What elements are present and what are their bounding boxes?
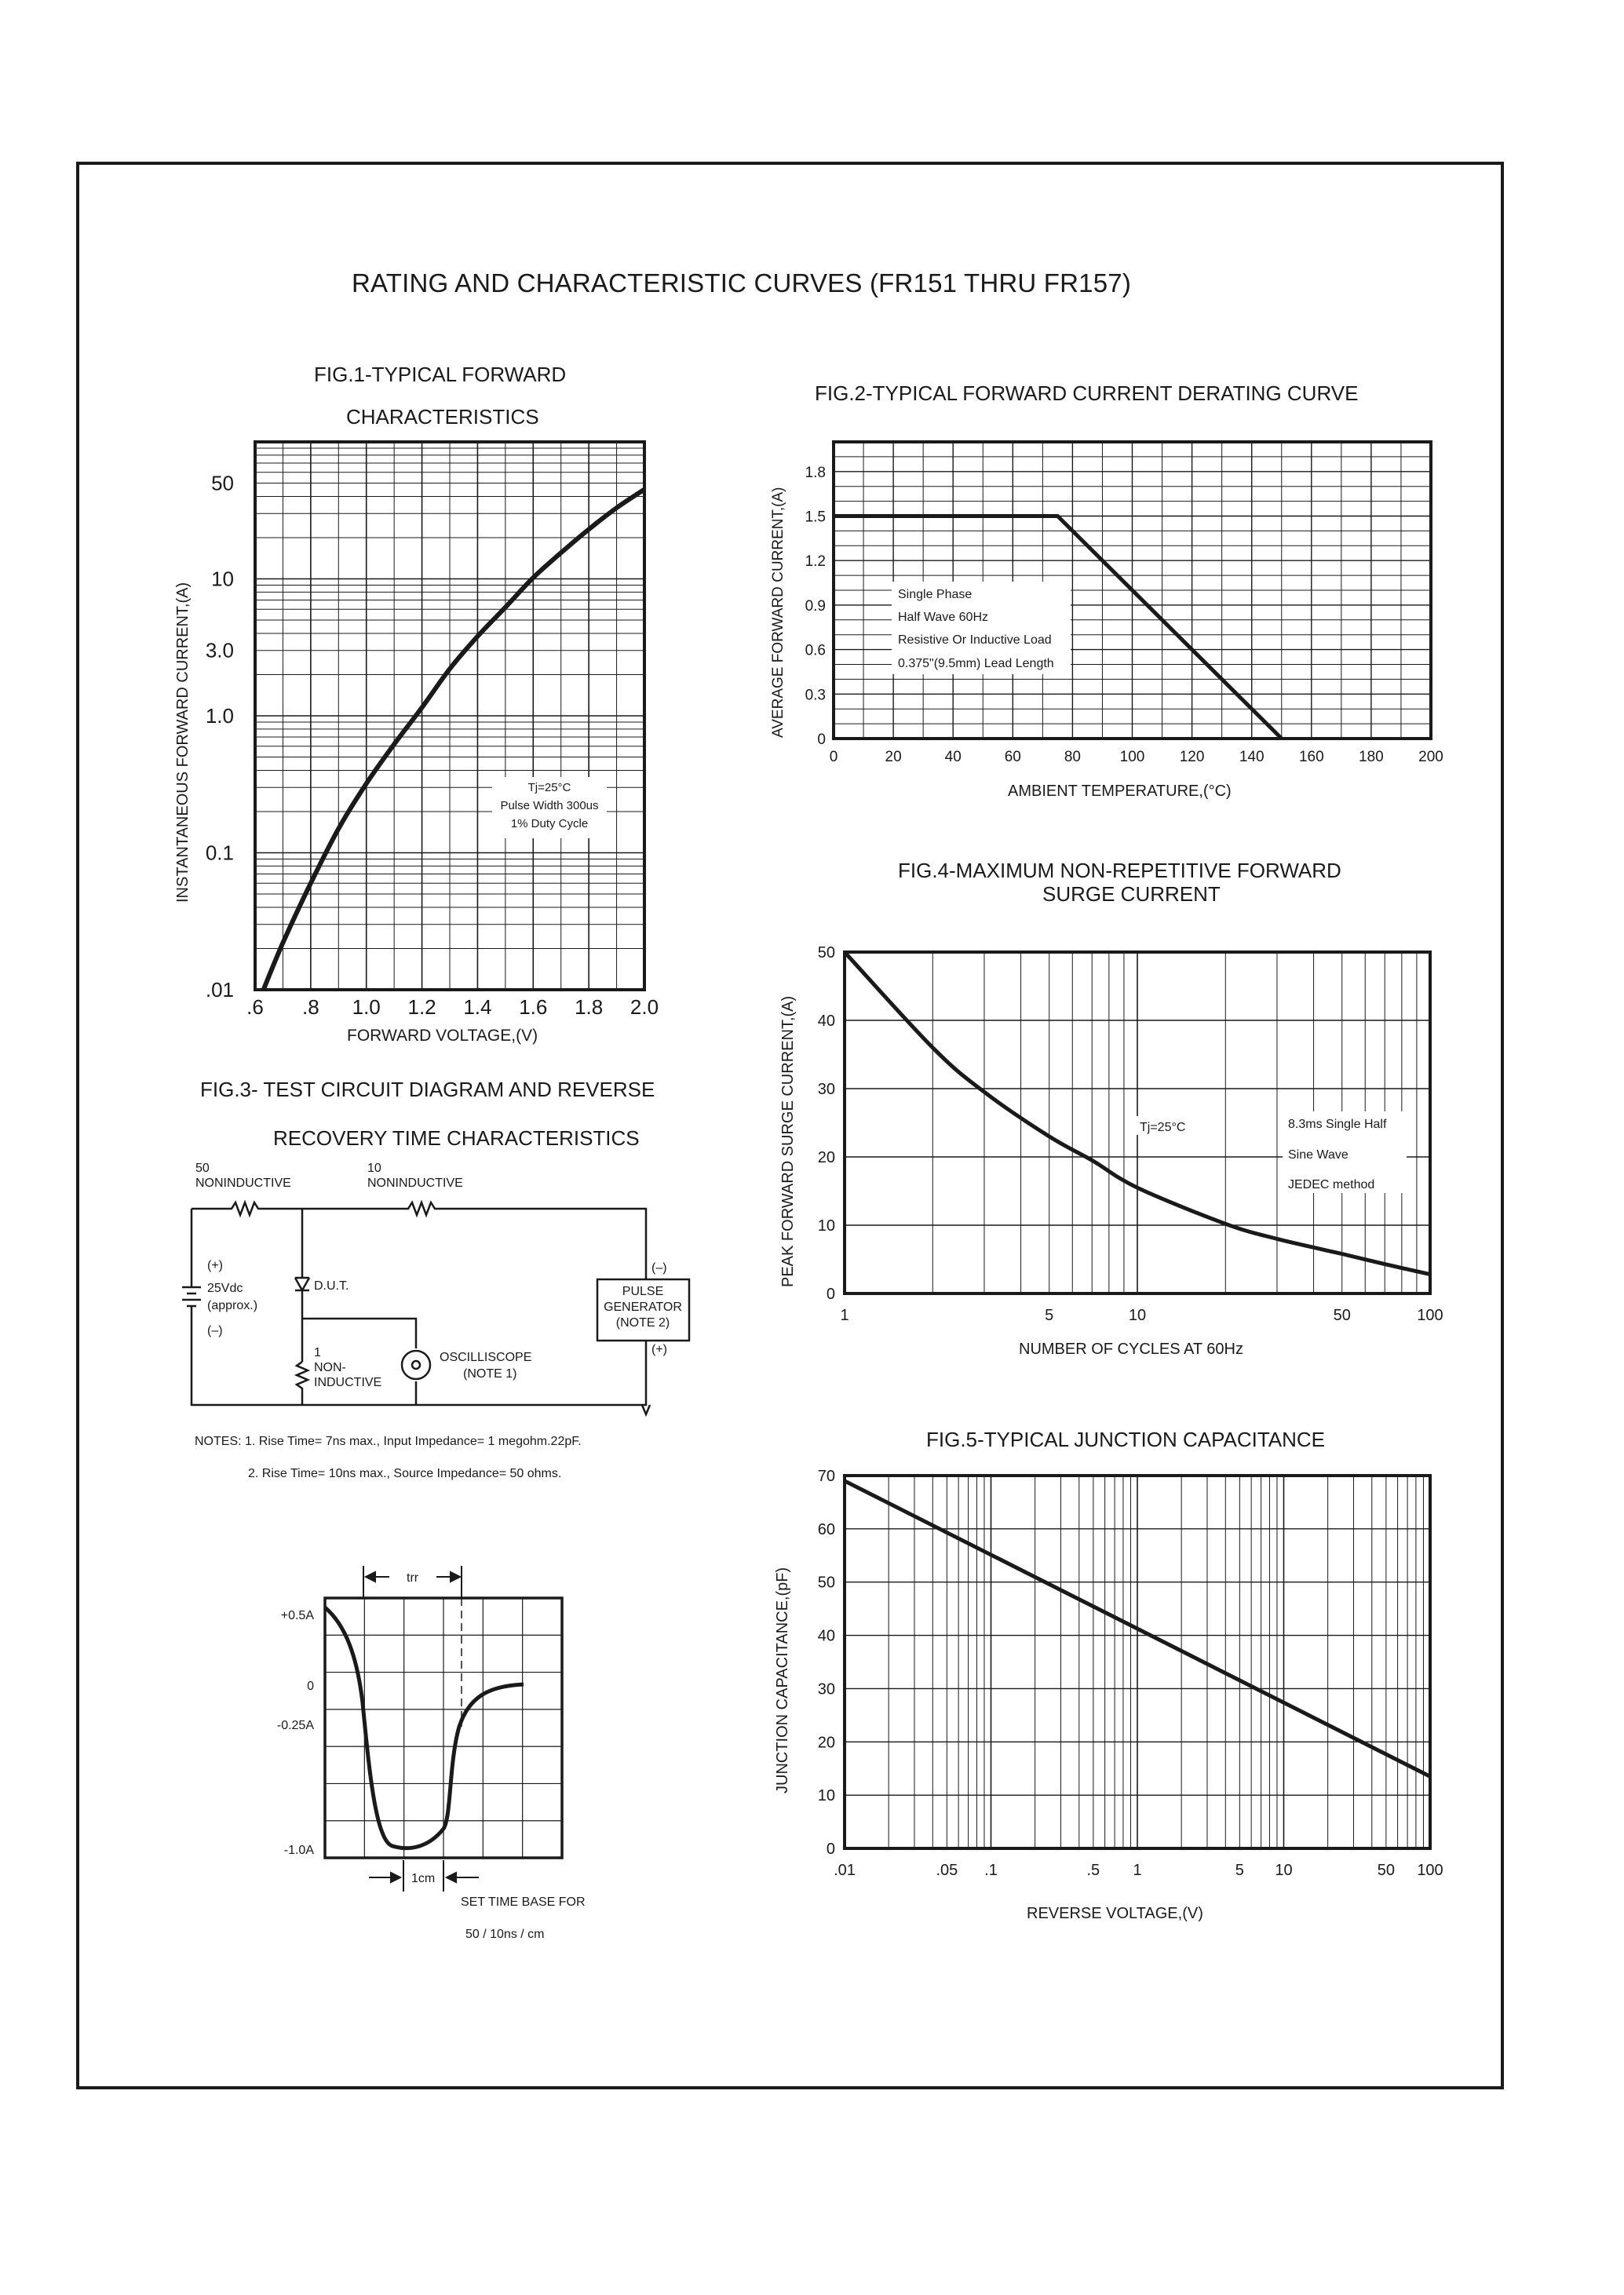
fig5-chart [774,1468,1443,1922]
fig1-x-tick-label: 2.0 [630,995,659,1019]
fig2-title: FIG.2-TYPICAL FORWARD CURRENT DERATING CURVE [815,381,1359,405]
fig5-x-tick-label: 1 [1133,1862,1142,1879]
fig2-annotation-line3: Resistive Or Inductive Load [898,633,1052,647]
fig3-pulse-minus: (–) [651,1261,667,1275]
fig3-recovery-waveform [325,1607,524,1848]
fig2-x-tick-label: 120 [1179,749,1205,765]
fig1-grid [255,442,644,990]
fig4-x-axis-label: NUMBER OF CYCLES AT 60Hz [1019,1341,1243,1358]
fig4-x-tick-label: 100 [1417,1307,1443,1324]
fig5-x-tick-label: .1 [984,1862,998,1879]
fig5-y-tick-label: 10 [817,1787,835,1805]
fig2-y-axis-label: AVERAGE FORWARD CURRENT,(A) [770,487,786,738]
fig5-x-tick-labels [834,1862,1443,1879]
fig1-annotation-line3: 1% Duty Cycle [510,817,589,830]
fig1-series-line [264,490,644,991]
fig1-x-tick-label: 1.4 [463,995,492,1019]
fig4-x-tick-label: 1 [840,1307,849,1324]
fig5-x-axis-label: REVERSE VOLTAGE,(V) [1027,1905,1203,1922]
fig4-y-tick-label: 0 [826,1286,835,1303]
fig5-x-tick-label: .01 [834,1862,856,1879]
fig5-x-tick-label: .05 [936,1862,958,1879]
fig2-y-tick-label: 0.3 [805,687,826,704]
fig5-grid [845,1476,1430,1848]
fig2-x-tick-label: 60 [1004,749,1021,765]
fig2-x-tick-label: 160 [1298,749,1324,765]
fig2-x-tick-label: 40 [944,749,962,765]
fig2-annotation-line1: Single Phase [898,588,973,601]
fig1-x-axis-label: FORWARD VOLTAGE,(V) [347,1027,538,1045]
fig4-annotation-right-line1: 8.3ms Single Half [1288,1118,1387,1131]
fig3-r2-value: 10 [367,1162,381,1175]
fig4-y-tick-label: 10 [817,1217,835,1235]
fig5-y-tick-label: 40 [817,1627,835,1645]
fig1-y-tick-label: 0.1 [205,841,234,865]
fig2-x-tick-label: 100 [1119,749,1145,765]
fig4-chart [779,944,1443,1358]
fig1-x-tick-label: 1.2 [407,995,436,1019]
fig2-y-tick-labels [805,465,826,748]
fig1-x-tick-label: 1.8 [575,995,604,1019]
page-title: RATING AND CHARACTERISTIC CURVES (FR151 THRU FR157) [352,268,1132,297]
fig3-r1-value: 50 [195,1162,210,1175]
fig3-wave-y-label-2: 0 [307,1680,314,1693]
fig4-y-tick-label: 40 [817,1012,835,1030]
fig4-y-tick-label: 30 [817,1081,835,1098]
fig1-x-tick-label: .6 [246,995,264,1019]
fig2-y-tick-label: 0.9 [805,597,826,615]
fig4-x-tick-label: 5 [1045,1307,1054,1324]
fig3-pulse-line1: PULSE [622,1285,664,1298]
fig2-x-tick-label: 20 [885,749,902,765]
fig5-title: FIG.5-TYPICAL JUNCTION CAPACITANCE [926,1428,1326,1451]
fig4-y-axis-label: PEAK FORWARD SURGE CURRENT,(A) [779,995,797,1287]
fig2-x-axis-label: AMBIENT TEMPERATURE,(°C) [1008,783,1232,800]
fig3-pulse-line2: GENERATOR [604,1301,682,1314]
fig5-y-tick-label: 20 [817,1734,835,1752]
fig3-r3-resistor [297,1362,308,1405]
fig2-y-tick-label: 1.2 [805,553,826,571]
fig3-ground-arrow [642,1405,650,1414]
fig1-y-tick-label: .01 [205,978,234,1002]
fig3-waveform [277,1566,586,1941]
fig1-title-line2: CHARACTERISTICS [346,405,539,429]
fig3-dut-branch [295,1209,309,1362]
fig1-y-tick-label: 3.0 [205,638,234,662]
fig5-x-tick-label: 10 [1275,1862,1293,1879]
fig1-chart [174,442,659,1045]
fig3-trr-label: trr [407,1571,419,1585]
fig5-x-tick-label: 5 [1235,1862,1244,1879]
fig1-annotation-line2: Pulse Width 300us [500,799,599,812]
fig3-waveform-grid [325,1598,562,1858]
fig5-y-tick-label: 60 [817,1520,835,1538]
fig4-y-tick-label: 20 [817,1149,835,1166]
fig4-title-line2: SURGE CURRENT [1042,882,1221,906]
fig3-scope-label: OSCILLISCOPE [440,1351,532,1364]
fig5-y-axis-label: JUNCTION CAPACITANCE,(pF) [774,1567,791,1793]
fig2-x-tick-label: 180 [1359,749,1384,765]
fig3-wave-y-label-1: +0.5A [280,1609,314,1622]
fig3-scope-symbol [402,1351,430,1379]
fig5-y-tick-label: 70 [817,1468,835,1485]
fig2-annotation-line4: 0.375"(9.5mm) Lead Length [898,657,1054,670]
fig1-annotation-line1: Tj=25°C [527,781,571,794]
fig2-x-tick-label: 80 [1064,749,1081,765]
fig4-y-tick-label: 50 [817,944,835,961]
fig4-title-line1: FIG.4-MAXIMUM NON-REPETITIVE FORWARD [898,859,1341,882]
fig5-x-tick-label: 50 [1377,1862,1395,1879]
fig5-x-tick-label: .5 [1086,1862,1100,1879]
fig3-wave-y-label-3: -0.25A [276,1719,314,1732]
fig3-scope-note: (NOTE 1) [463,1367,517,1381]
fig2-y-tick-label: 0.6 [805,642,826,659]
fig3-scope-center [412,1361,420,1369]
fig3-r3-value: 1 [314,1346,321,1359]
fig5-y-tick-label: 30 [817,1680,835,1698]
fig3-timebase-line2: 50 / 10ns / cm [465,1928,545,1941]
fig2-y-tick-label: 0 [817,732,826,748]
fig1-x-tick-label: 1.0 [352,995,381,1019]
fig1-x-tick-label: 1.6 [519,995,548,1019]
fig3-r1-type: NONINDUCTIVE [195,1177,291,1190]
fig1-y-tick-label: 10 [211,567,234,591]
fig3-supply-minus: (–) [207,1324,223,1337]
fig1-title-line1: FIG.1-TYPICAL FORWARD [314,363,567,386]
fig3-circuit-labels [195,1162,682,1389]
fig4-annotation-right-line2: Sine Wave [1288,1148,1348,1162]
fig3-title-line1: FIG.3- TEST CIRCUIT DIAGRAM AND REVERSE [200,1078,655,1101]
fig2-y-tick-label: 1.8 [805,464,826,481]
fig3-pulse-line3: (NOTE 2) [615,1316,670,1330]
fig2-x-tick-label: 200 [1418,749,1443,765]
fig1-x-tick-labels [246,995,659,1019]
fig3-r3-type-line2: INDUCTIVE [314,1376,382,1389]
fig5-y-tick-label: 0 [826,1841,835,1858]
fig4-x-tick-labels [840,1307,1443,1324]
fig3-r2-type: NONINDUCTIVE [367,1177,463,1190]
fig4-x-tick-label: 50 [1333,1307,1351,1324]
fig1-y-tick-labels [206,472,234,1002]
fig2-annotation-line2: Half Wave 60Hz [898,611,988,624]
fig1-y-tick-label: 50 [211,471,234,495]
fig4-annotation-right-line3: JEDEC method [1288,1178,1375,1191]
fig3-wave-y-label-4: -1.0A [283,1844,314,1857]
fig1-y-tick-label: 1.0 [205,704,234,728]
fig2-x-tick-label: 0 [829,749,838,765]
fig5-y-tick-label: 50 [817,1574,835,1592]
fig3-dut-label: D.U.T. [314,1279,349,1293]
fig5-x-tick-label: 100 [1417,1862,1443,1879]
fig3-supply-plus: (+) [207,1259,223,1272]
fig4-y-tick-labels [818,944,835,1303]
fig3-cm-label: 1cm [411,1872,436,1885]
fig2-x-tick-label: 140 [1239,749,1265,765]
fig2-x-tick-labels [830,749,1443,765]
fig3-title-line2: RECOVERY TIME CHARACTERISTICS [273,1126,640,1150]
fig3-supply-label: 25Vdc [207,1282,243,1295]
fig2-chart [770,442,1443,800]
fig3-note2: 2. Rise Time= 10ns max., Source Impedance= 50 ohms. [248,1467,562,1480]
fig3-supply-approx: (approx.) [207,1299,258,1312]
fig2-y-tick-label: 1.5 [805,509,826,526]
fig4-x-tick-label: 10 [1128,1307,1147,1324]
fig3-note1: NOTES: 1. Rise Time= 7ns max., Input Impedance= 1 megohm.22pF. [195,1435,582,1448]
fig1-y-axis-label: INSTANTANEOUS FORWARD CURRENT,(A) [174,582,192,903]
fig3-pulse-plus: (+) [651,1343,667,1356]
fig3-r3-type-line1: NON- [314,1361,346,1374]
fig5-y-tick-labels [818,1468,835,1858]
fig4-annotation-left: Tj=25°C [1140,1121,1186,1134]
fig3-timebase-line1: SET TIME BASE FOR [461,1895,586,1909]
fig3-top-wire [192,1202,646,1279]
fig1-x-tick-label: .8 [302,995,319,1019]
